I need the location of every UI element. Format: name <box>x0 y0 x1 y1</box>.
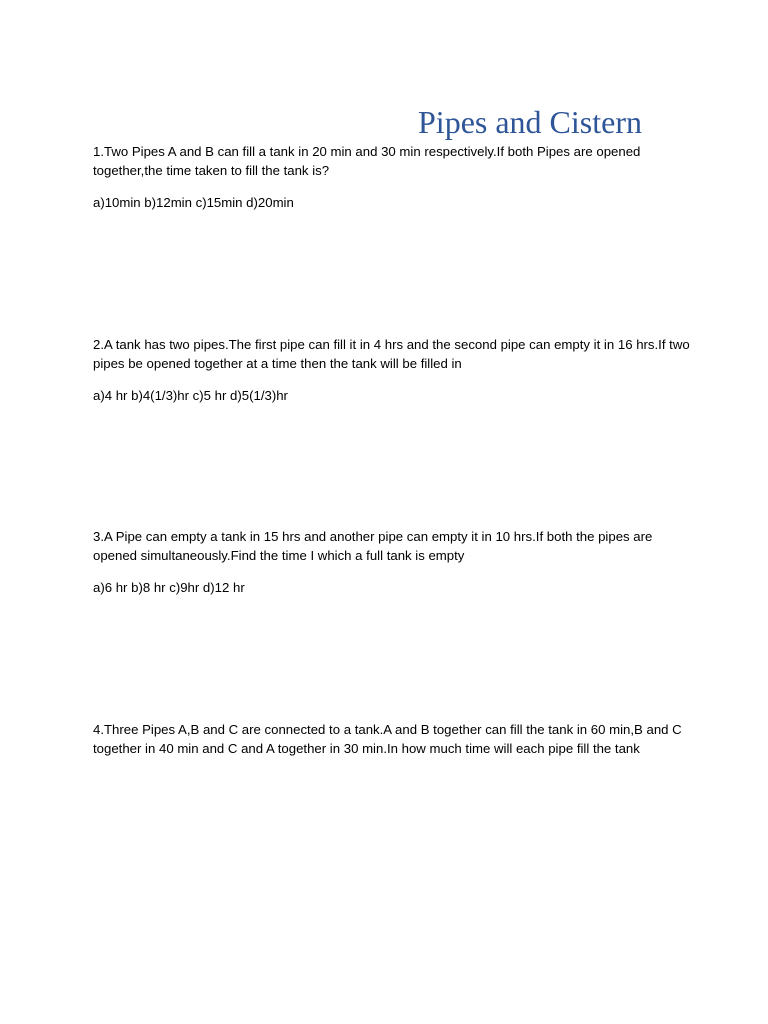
question-text: 4.Three Pipes A,B and C are connected to a tank.A and B together can fill the tank in 60 min,B and C together in 40 min and C and A together in 30 min.In how much time will each pipe fill the tank <box>93 722 682 757</box>
question-text: 1.Two Pipes A and B can fill a tank in 20 min and 30 min respectively.If both Pipes are opened together,the time taken to fill the tank is? <box>93 144 641 179</box>
question-text: 2.A tank has two pipes.The first pipe can fill it in 4 hrs and the second pipe can empty it in 16 hrs.If two pipes be opened together at a time then the tank will be filled in <box>93 337 690 372</box>
question-3 <box>93 527 693 597</box>
question-2 <box>93 335 693 405</box>
question-1 <box>93 142 693 212</box>
question-options: a)6 hr b)8 hr c)9hr d)12 hr <box>93 579 245 595</box>
page-title: Pipes and Cistern <box>418 104 642 140</box>
question-options: a)10min b)12min c)15min d)20min <box>93 194 294 210</box>
question-text: 3.A Pipe can empty a tank in 15 hrs and another pipe can empty it in 10 hrs.If both the pipes are opened simultaneously.Find the time I which a full tank is empty <box>93 529 653 564</box>
question-4 <box>93 720 693 759</box>
question-options: a)4 hr b)4(1/3)hr c)5 hr d)5(1/3)hr <box>93 387 288 403</box>
